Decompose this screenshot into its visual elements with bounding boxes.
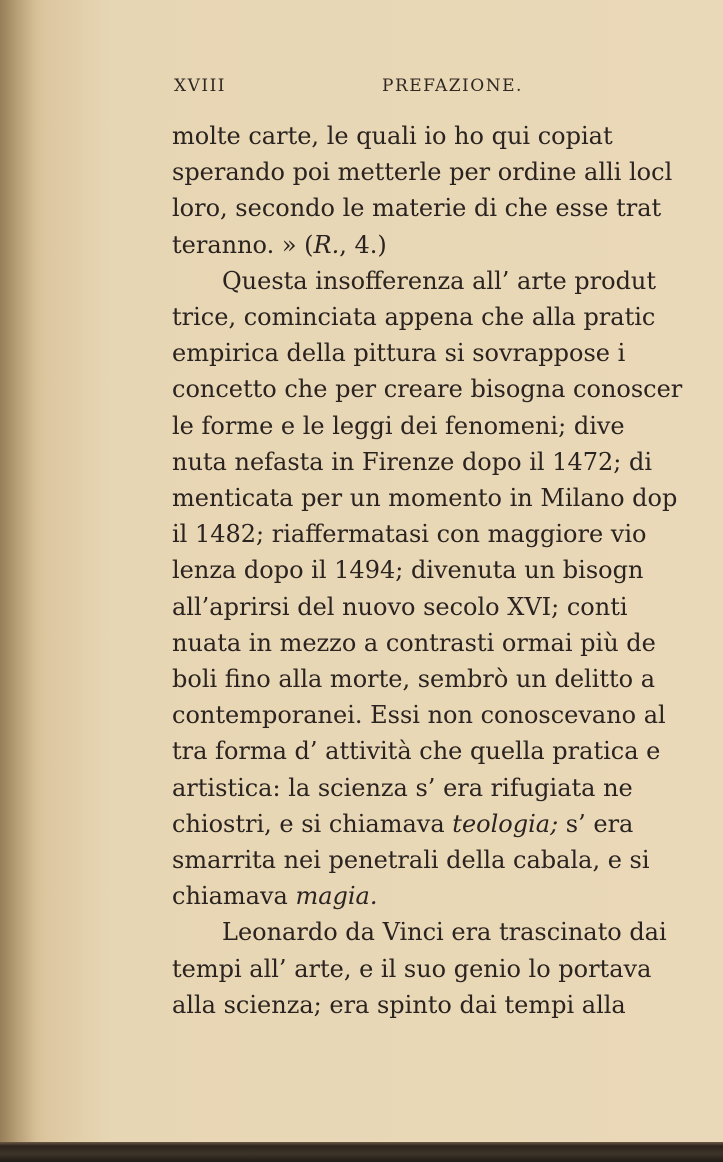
line-text-after: , 4.) [339, 230, 387, 259]
line-text: smarrita nei penetrali della cabala, e si [172, 846, 650, 874]
text-line [172, 842, 650, 878]
line-text: alla scienza; era spinto dai tempi alla [172, 990, 626, 1019]
line-text: tra forma d’ attività che quella pratica e [172, 737, 661, 766]
line-text: le forme e le leggi dei fenomeni; dive [172, 411, 625, 440]
line-text: loro, secondo le materie di che esse trat [172, 194, 662, 223]
line-text: trice, cominciata appena che alla pratic [172, 303, 656, 331]
text-line [222, 914, 667, 950]
line-text: nuta nefasta in Firenze dopo il 1472; di [172, 447, 653, 476]
text-line [222, 263, 656, 299]
text-line [172, 552, 643, 588]
line-text: empirica della pittura si sovrappose i [172, 339, 626, 368]
line-italic-text: teologia; [452, 809, 559, 838]
line-text: concetto che per creare bisogna conoscer [172, 375, 683, 404]
line-text: sperando poi metterle per ordine alli locl [172, 158, 673, 187]
line-text: teranno. » ( [172, 230, 314, 259]
text-line [172, 299, 655, 335]
text-line [172, 697, 666, 733]
line-italic-text: magia. [295, 882, 378, 911]
text-line [172, 625, 656, 661]
line-italic-text: R. [313, 230, 340, 259]
text-line [172, 371, 682, 407]
text-line [172, 733, 660, 769]
line-text: chiostri, e si chiamava [172, 809, 453, 838]
line-text: menticata per un momento in Milano dop [172, 484, 678, 512]
line-text: il 1482; riaffermatasi con maggiore vio [172, 520, 647, 549]
text-line [172, 661, 655, 697]
text-line [172, 190, 661, 226]
line-text: molte carte, le quali io ho qui copiat [172, 122, 613, 150]
line-text-after: s’ era [558, 809, 634, 838]
text-line [172, 806, 633, 842]
text-line [172, 589, 628, 625]
line-text: contemporanei. Essi non conoscevano al [172, 701, 666, 730]
line-text: chiamava [172, 882, 296, 911]
body-text [172, 118, 723, 1128]
line-text: Questa insofferenza all’ arte produt [222, 266, 657, 295]
text-line [172, 878, 378, 914]
line-text: boli fino alla morte, sembrò un delitto a [172, 665, 656, 693]
text-line [172, 770, 633, 806]
text-line [172, 227, 387, 263]
page-header [174, 76, 723, 102]
text-line [172, 516, 646, 552]
line-text: tempi all’ arte, e il suo genio lo portava [172, 954, 652, 983]
page-number: XVIII [174, 76, 227, 96]
line-text: Leonardo da Vinci era trascinato dai [222, 918, 667, 947]
gutter-shadow [0, 0, 36, 1162]
running-head: PREFAZIONE. [382, 76, 523, 96]
line-text: lenza dopo il 1494; divenuta un bisogn [172, 556, 644, 585]
line-text: artistica: la scienza s’ era rifugiata ne [172, 773, 633, 802]
text-line [172, 480, 677, 516]
text-line [172, 408, 625, 444]
text-line [172, 154, 672, 190]
text-line [172, 987, 626, 1023]
text-line [172, 118, 613, 154]
text-line [172, 951, 651, 987]
text-line [172, 335, 625, 371]
line-text: nuata in mezzo a contrasti ormai più de [172, 628, 656, 657]
line-text: all’aprirsi del nuovo secolo XVI; conti [172, 592, 628, 621]
page-bottom-edge [0, 1142, 723, 1162]
text-line [172, 444, 652, 480]
